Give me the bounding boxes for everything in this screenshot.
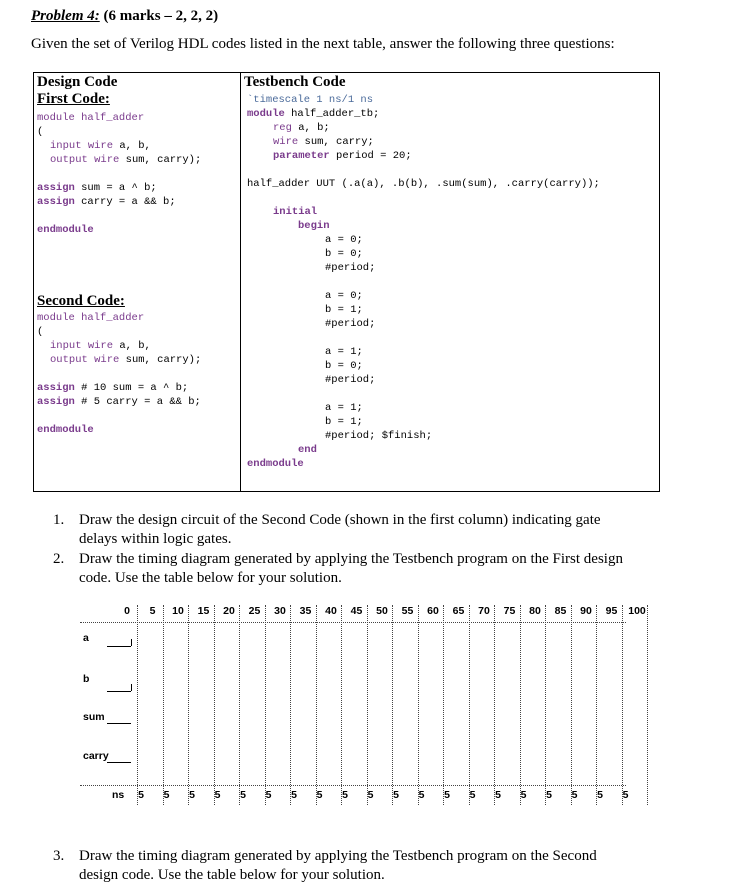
grid-column-line (520, 605, 521, 805)
tb-stmt: b = 0; (325, 248, 363, 260)
second-code-input: input wire a, b, (50, 340, 151, 352)
grid-column-line (316, 605, 317, 805)
intro-text: Given the set of Verilog HDL codes listed in the next table, answer the following three questions: (31, 36, 615, 52)
interval-label: 5 (469, 789, 476, 801)
interval-label: 5 (571, 789, 578, 801)
interval-label: 5 (214, 789, 221, 801)
tb-stmt: b = 0; (325, 360, 363, 372)
interval-label: 5 (240, 789, 246, 801)
tick-label: 20 (223, 605, 235, 617)
tb-stmt: b = 1; (325, 416, 363, 428)
tick-label: 80 (529, 605, 541, 617)
grid-column-line (571, 605, 572, 805)
tb-stmt: a = 1; (325, 402, 363, 414)
question-3: 3. Draw the timing diagram generated by applying the Testbench program on the Second design code. Use the table below for your solution. (53, 848, 597, 883)
interval-label: 5 (316, 789, 323, 801)
tick-label: 70 (478, 605, 490, 617)
design-code-cell (34, 73, 241, 492)
tb-stmt: a = 0; (325, 234, 363, 246)
tb-parameter: parameter period = 20; (273, 150, 412, 162)
interval-label: 5 (163, 789, 170, 801)
first-code-output: output wire sum, carry); (50, 154, 202, 166)
interval-label: 5 (291, 789, 297, 801)
interval-label: 5 (189, 789, 195, 801)
interval-label: 5 (393, 789, 399, 801)
signal-a-initial (107, 646, 131, 647)
tb-stmt: a = 0; (325, 290, 363, 302)
testbench-code-header: Testbench Code (244, 74, 346, 90)
tick-label: 15 (197, 605, 210, 617)
first-code-module: module half_adder (37, 112, 145, 124)
grid-column-line (290, 605, 291, 805)
grid-column-line (647, 605, 648, 805)
grid-column-line (443, 605, 444, 805)
tb-reg: reg a, b; (273, 122, 330, 134)
grid-column-line (239, 605, 240, 805)
tb-timescale: `timescale 1 ns/1 ns (247, 94, 374, 106)
first-code-paren: ( (37, 126, 44, 138)
signal-label-b: b (83, 673, 90, 685)
second-code-assign-sum: assign # 10 sum = a ^ b; (37, 382, 189, 394)
testbench-code-cell (241, 73, 660, 492)
tick-label: 0 (124, 605, 130, 617)
signal-label-carry: carry (83, 750, 109, 762)
second-code-output: output wire sum, carry); (50, 354, 202, 366)
signal-label-a: a (83, 632, 89, 644)
interval-label: 5 (444, 789, 450, 801)
grid-column-line (418, 605, 419, 805)
grid-column-line (137, 605, 138, 805)
question-1: 1. Draw the design circuit of the Second Code (shown in the first column) indicating gate delays within logic gates. (53, 512, 601, 547)
grid-column-line (188, 605, 189, 805)
tick-label: 55 (401, 605, 414, 617)
tb-module: module half_adder_tb; (247, 108, 380, 120)
second-code-label: Second Code: (37, 293, 125, 309)
grid-column-line (545, 605, 546, 805)
grid-column-line (494, 605, 495, 805)
tick-label: 75 (503, 605, 516, 617)
first-code-input: input wire a, b, (50, 140, 151, 152)
tb-wire: wire sum, carry; (273, 136, 374, 148)
grid-column-line (392, 605, 393, 805)
tick-label: 95 (605, 605, 618, 617)
problem-title (31, 8, 218, 25)
interval-label: 5 (520, 789, 527, 801)
tick-label: 40 (325, 605, 337, 617)
signal-a-edge (131, 639, 132, 646)
design-code-header: Design Code (37, 74, 118, 90)
first-code-assign-carry: assign carry = a && b; (37, 196, 176, 208)
marks-label: (6 marks – 2, 2, 2) (103, 8, 219, 24)
interval-label: 5 (546, 789, 552, 801)
tb-uut: half_adder UUT (.a(a), .b(b), .sum(sum), .carry(carry)); (247, 178, 600, 190)
tick-label: 85 (554, 605, 567, 617)
signal-carry-initial (107, 762, 131, 763)
code-table (33, 72, 660, 492)
second-code-assign-carry: assign # 5 carry = a && b; (37, 396, 201, 408)
second-code-paren: ( (37, 326, 44, 338)
interval-label: 5 (342, 789, 348, 801)
grid-column-line (596, 605, 597, 805)
tb-endmodule: endmodule (247, 458, 304, 470)
tb-stmt: #period; $finish; (325, 430, 433, 442)
tick-label: 60 (427, 605, 439, 617)
signal-label-sum: sum (83, 711, 105, 723)
grid-column-line (265, 605, 266, 805)
interval-label: 5 (597, 789, 603, 801)
interval-label: 5 (495, 789, 501, 801)
tick-label: 10 (172, 605, 184, 617)
grid-column-line (622, 605, 623, 805)
tb-end: end (298, 444, 317, 456)
grid-column-line (163, 605, 164, 805)
tick-label: 65 (452, 605, 465, 617)
signal-b-initial (107, 691, 131, 692)
signal-sum-initial (107, 723, 131, 724)
tick-label: 90 (580, 605, 592, 617)
interval-label: 5 (622, 789, 629, 801)
tb-initial: initial (273, 206, 318, 218)
tick-label: 30 (274, 605, 286, 617)
tb-stmt: #period; (325, 318, 376, 330)
interval-label: 5 (367, 789, 374, 801)
first-code-assign-sum: assign sum = a ^ b; (37, 182, 157, 194)
second-code-module: module half_adder (37, 312, 145, 324)
tb-stmt: #period; (325, 262, 376, 274)
grid-column-line (469, 605, 470, 805)
tick-label: 50 (376, 605, 388, 617)
tick-label: 35 (299, 605, 312, 617)
signal-b-edge (131, 684, 132, 691)
tb-stmt: b = 1; (325, 304, 363, 316)
tick-label: 5 (149, 605, 156, 617)
interval-label: 5 (138, 789, 144, 801)
tb-stmt: #period; (325, 374, 376, 386)
question-2: 2. Draw the timing diagram generated by applying the Testbench program on the First design code. Use the table below for your solution. (53, 551, 623, 586)
timing-diagram-grid[interactable] (80, 605, 646, 805)
tb-begin: begin (298, 220, 330, 232)
second-code-endmodule: endmodule (37, 424, 94, 436)
problem-label: Problem 4: (31, 8, 100, 24)
grid-column-line (341, 605, 342, 805)
unit-label: ns (112, 789, 125, 801)
first-code-label: First Code: (37, 91, 110, 107)
grid-column-line (367, 605, 368, 805)
tb-stmt: a = 1; (325, 346, 363, 358)
first-code-endmodule: endmodule (37, 224, 94, 236)
tick-label: 100 (628, 605, 646, 617)
grid-column-line (214, 605, 215, 805)
tick-label: 25 (248, 605, 261, 617)
interval-label: 5 (265, 789, 272, 801)
tick-label: 45 (350, 605, 363, 617)
interval-label: 5 (418, 789, 425, 801)
